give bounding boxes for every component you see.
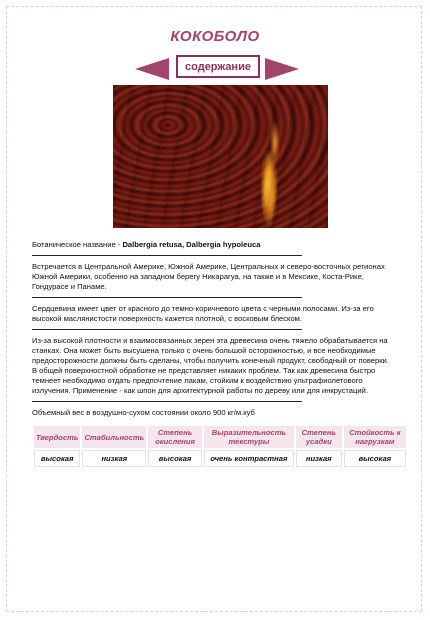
value-shrinkage: низкая [296,450,342,467]
divider [32,401,302,402]
wood-sample-image [113,85,328,228]
weight-text: Объемный вес в воздушно-сухом состоянии около 900 кг/м.куб [32,408,255,417]
properties-table [32,424,408,469]
value-load-resistance: высокая [344,450,406,467]
header-load-resistance: Стойкость к нагрузкам [344,426,406,448]
header-oxidation: Степень окисления [148,426,202,448]
heartwood-text: Сердцевина имеет цвет от красного до темно-коричневого цвета с черными полосами. Из-за его высокой маслянистости поверхность кажется плотной, с восковым блеском. [32,304,374,323]
properties-header-row [34,426,406,448]
arrow-right-icon[interactable] [265,58,299,80]
botanical-label: Ботаническое название - [32,240,123,249]
distribution-text: Встречается в Центральной Америке, Южной Америке, Центральных и северо-восточных регионах Южной Америки, особенно на западном берегу Никарагуа, на также и в Мексике, Коста-Рике, Гондурасе и Панаме. [32,262,385,291]
value-oxidation: высокая [148,450,202,467]
botanical-name-line [32,240,394,250]
article-body [32,240,394,418]
divider [32,297,302,298]
processing-text: Из-за высокой плотности и взаимосвязанных зерен эта древесина очень тяжело обрабатывается на станках. Она может быть высушена только с очень большой осторожностью, и все необходимые предосторожности должны быть сделаны, чтобы получить конечный продукт, свободный от поверки. В общей поверхностной обработке не представляет никаких проблем. Так как древесина быстро темнеет необходимо отдать предпочтение лакам, стойким к воздействию ультрафиолетового излучения. Применение - как шпон для архитектурной работы по дереву или для инкрустаций. [32,336,389,395]
header-shrinkage: Степень усадки [296,426,342,448]
header-texture: Выразительность текстуры [204,426,294,448]
contents-button[interactable]: содержание [176,55,260,78]
divider [32,329,302,330]
page-title: КОКОБОЛО [170,28,260,45]
botanical-name: Dalbergia retusa, Dalbergia hypoleuca [122,240,261,249]
arrow-left-icon[interactable] [135,58,169,80]
value-hardness: высокая [34,450,80,467]
properties-value-row [34,450,406,467]
value-stability: низкая [82,450,146,467]
header-hardness: Твердость [34,426,80,448]
header-stability: Стабильность [82,426,146,448]
value-texture: очень контрастная [204,450,294,467]
divider [32,255,302,256]
